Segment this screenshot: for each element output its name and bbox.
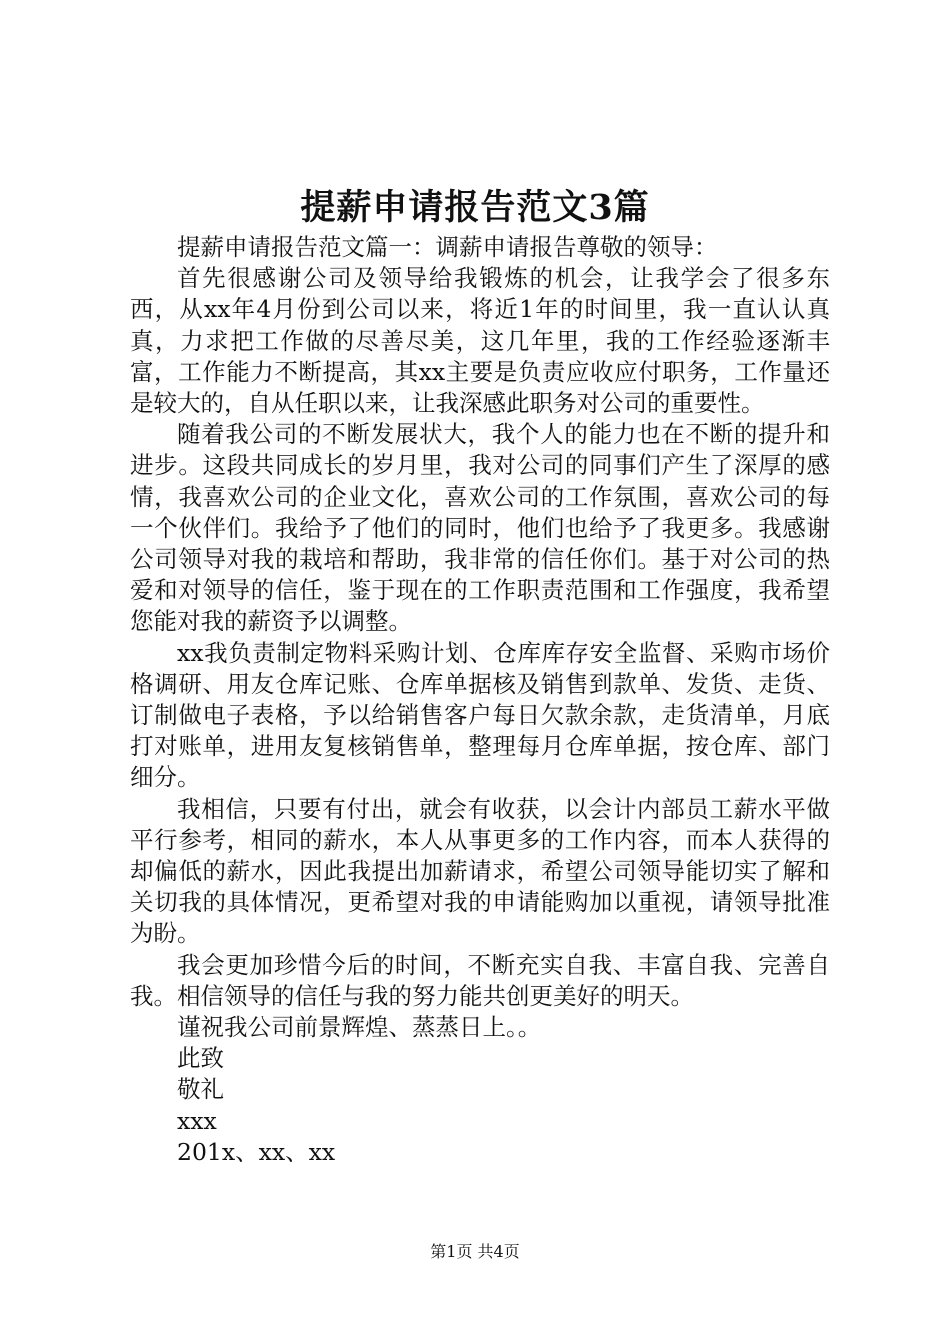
date-line: 201x、xx、xx — [177, 1137, 336, 1166]
document-title: 提薪申请报告范文3篇 — [300, 187, 650, 228]
closing-regards: 敬礼 — [177, 1075, 224, 1104]
signature: xxx — [177, 1106, 217, 1135]
paragraph-2: 随着我公司的不断发展状大，我个人的能力也在不断的提升和进步。这段共同成长的岁月里，我对公司的同事们产生了深厚的感情，我喜欢公司的企业文化，喜欢公司的工作氛围，喜欢公司的每一个伙伴们。我给予了他们的同时，他们也给予了我更多。我感谢公司领导对我的栽培和帮助，我非常的信任你们。基于对公司的热爱和对领导的信任，鉴于现在的工作职责范围和工作强度，我希望您能对我的薪资予以调整。 — [130, 420, 830, 636]
document-body — [130, 232, 830, 1168]
paragraph-1: 首先很感谢公司及领导给我锻炼的机会，让我学会了很多东西，从xx年4月份到公司以来，将近1年的时间里，我一直认认真真，力求把工作做的尽善尽美，这几年里，我的工作经验逐渐丰富，工作能力不断提高，其xx主要是负责应收应付职务，工作量还是较大的，自从任职以来，让我深感此职务对公司的重要性。 — [130, 264, 830, 418]
paragraph-3: xx我负责制定物料采购计划、仓库库存安全监督、采购市场价格调研、用友仓库记账、仓库单据核及销售到款单、发货、走货、订制做电子表格，予以给销售客户每日欠款余款，走货清单，月底打对账单，进用友复核销售单，整理每月仓库单据，按仓库、部门细分。 — [130, 638, 830, 792]
page-footer: 第1页 共4页 — [430, 1242, 520, 1261]
paragraph-4: 我相信，只要有付出，就会有收获，以会计内部员工薪水平做平行参考，相同的薪水，本人从事更多的工作内容，而本人获得的却偏低的薪水，因此我提出加薪请求，希望公司领导能切实了解和关切我的具体情况，更希望对我的申请能购加以重视，请领导批准为盼。 — [130, 794, 830, 948]
paragraph-5: 我会更加珍惜今后的时间，不断充实自我、丰富自我、完善自我。相信领导的信任与我的努力能共创更美好的明天。 — [130, 950, 830, 1010]
intro-line: 提薪申请报告范文篇一：调薪申请报告尊敬的领导： — [177, 233, 718, 261]
closing-wish: 谨祝我公司前景辉煌、蒸蒸日上。。 — [177, 1013, 542, 1042]
closing-salutation: 此致 — [177, 1044, 224, 1073]
